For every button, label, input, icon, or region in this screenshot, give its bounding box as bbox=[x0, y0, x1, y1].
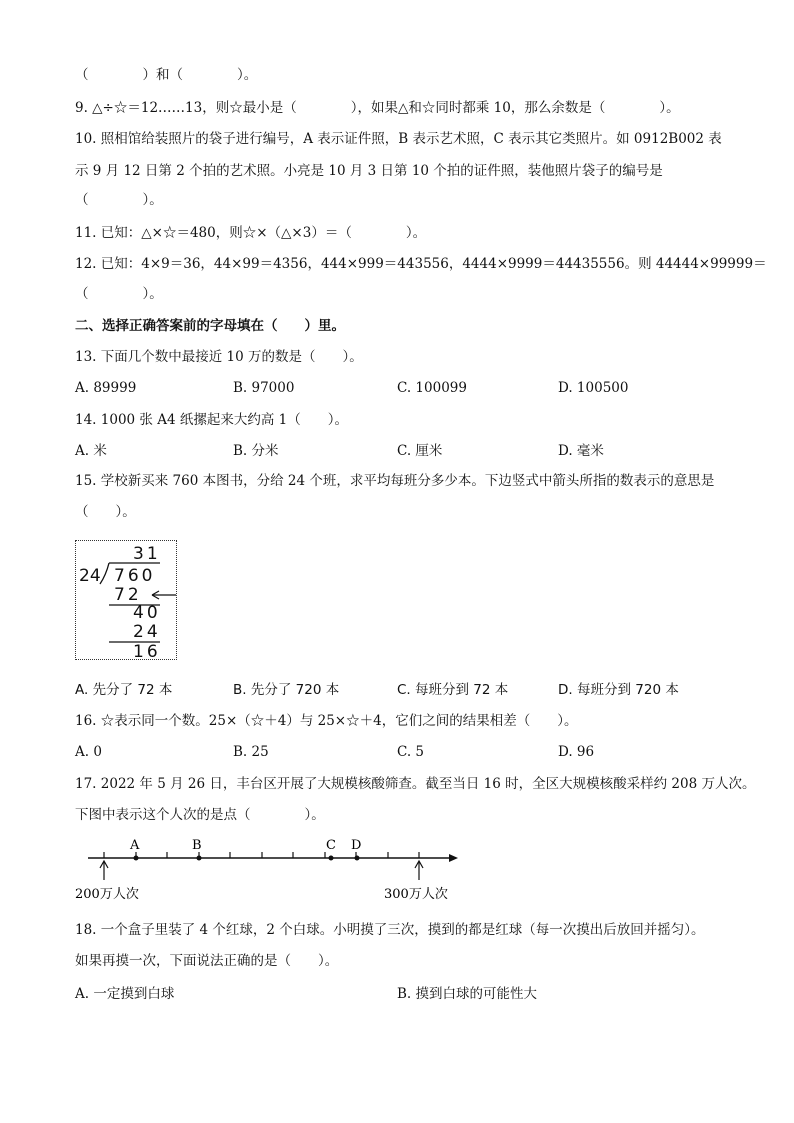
question-10-line1: 10. 照相馆给装照片的袋子进行编号，A 表示证件照，B 表示艺术照，C 表示其它类照片。如 0912B002 表 bbox=[75, 131, 722, 147]
q16-option-b: B. 25 bbox=[233, 744, 269, 760]
q15-option-b: B. 先分了 720 本 bbox=[233, 682, 340, 698]
division-quotient: 31 bbox=[133, 544, 161, 564]
division-strokes bbox=[76, 541, 178, 661]
division-divisor: 24 bbox=[79, 566, 101, 586]
q16-option-c: C. 5 bbox=[397, 744, 425, 760]
point-b-label: B bbox=[192, 838, 202, 853]
question-18-line2: 如果再摸一次，下面说法正确的是（ ）。 bbox=[75, 953, 339, 969]
question-13: 13. 下面几个数中最接近 10 万的数是（ ）。 bbox=[75, 349, 363, 365]
q18-option-b: B. 摸到白球的可能性大 bbox=[397, 986, 538, 1002]
question-17-line1: 17. 2022 年 5 月 26 日，丰台区开展了大规模核酸筛查。截至当日 16 时，全区大规模核酸采样约 208 万人次。 bbox=[75, 776, 756, 792]
q13-option-a: A. 89999 bbox=[75, 380, 137, 396]
division-remainder: 16 bbox=[133, 642, 161, 662]
long-division-figure bbox=[75, 540, 177, 660]
section-2-heading: 二、选择正确答案前的字母填在（ ）里。 bbox=[75, 318, 345, 334]
q14-option-a: A. 米 bbox=[75, 443, 107, 459]
q14-option-d: D. 毫米 bbox=[558, 443, 604, 459]
q13-option-b: B. 97000 bbox=[233, 380, 295, 396]
number-line-ticks bbox=[104, 852, 419, 858]
question-12-line1: 12. 已知：4×9＝36，44×99＝4356，444×999＝443556，4444×9999＝44435556。则 44444×99999＝ bbox=[75, 256, 767, 272]
q15-option-d: D. 每班分到 720 本 bbox=[558, 682, 679, 698]
end-label: 300万人次 bbox=[384, 887, 448, 902]
point-b-marker bbox=[197, 856, 202, 861]
q13-option-c: C. 100099 bbox=[397, 380, 467, 396]
start-label: 200万人次 bbox=[75, 887, 139, 902]
point-a-marker bbox=[134, 856, 139, 861]
question-12-line2: （ ）。 bbox=[75, 286, 163, 302]
point-c-label: C bbox=[326, 838, 336, 853]
question-16: 16. ☆表示同一个数。25×（☆＋4）与 25×☆＋4，它们之间的结果相差（ ）。 bbox=[75, 713, 578, 729]
point-a-label: A bbox=[130, 838, 140, 853]
question-10-line2: 示 9 月 12 日第 2 个拍的艺术照。小亮是 10 月 3 日第 10 个拍的证件照，装他照片袋子的编号是 bbox=[75, 163, 663, 179]
question-10-line3: （ ）。 bbox=[75, 192, 163, 208]
q15-option-c: C. 每班分到 72 本 bbox=[397, 682, 509, 698]
question-11: 11. 已知：△×☆＝480，则☆×（△×3）＝（ ）。 bbox=[75, 225, 427, 241]
question-18-line1: 18. 一个盒子里装了 4 个红球，2 个白球。小明摸了三次，摸到的都是红球（每一次摸出后放回并摇匀）。 bbox=[75, 922, 705, 938]
division-dividend: 760 bbox=[114, 566, 156, 586]
division-step-partial: 40 bbox=[133, 603, 161, 623]
point-d-marker bbox=[355, 856, 360, 861]
question-14: 14. 1000 张 A4 纸摞起来大约高 1（ ）。 bbox=[75, 412, 348, 428]
q16-option-a: A. 0 bbox=[75, 744, 102, 760]
question-17-line2: 下图中表示这个人次的是点（ ）。 bbox=[75, 807, 325, 823]
number-line bbox=[70, 832, 470, 907]
q14-option-b: B. 分米 bbox=[233, 443, 279, 459]
q13-option-d: D. 100500 bbox=[558, 380, 629, 396]
point-d-label: D bbox=[351, 838, 362, 853]
q14-option-c: C. 厘米 bbox=[397, 443, 443, 459]
q18-option-a: A. 一定摸到白球 bbox=[75, 986, 175, 1002]
point-c-marker bbox=[329, 856, 334, 861]
division-step-product-1: 72 bbox=[114, 585, 142, 605]
question-15-line1: 15. 学校新买来 760 本图书，分给 24 个班，求平均每班分多少本。下边竖式中箭头所指的数表示的意思是 bbox=[75, 473, 715, 489]
q15-option-a: A. 先分了 72 本 bbox=[75, 682, 173, 698]
q8-answer-line: （ ）和（ ）。 bbox=[75, 67, 258, 83]
question-9: 9. △÷☆＝12……13，则☆最小是（ ），如果△和☆同时都乘 10，那么余数是（ ）。 bbox=[75, 100, 680, 116]
division-step-product-2: 24 bbox=[133, 622, 161, 642]
question-15-line2: （ ）。 bbox=[75, 504, 136, 520]
number-line-arrowhead bbox=[449, 854, 458, 862]
q16-option-d: D. 96 bbox=[558, 744, 595, 760]
